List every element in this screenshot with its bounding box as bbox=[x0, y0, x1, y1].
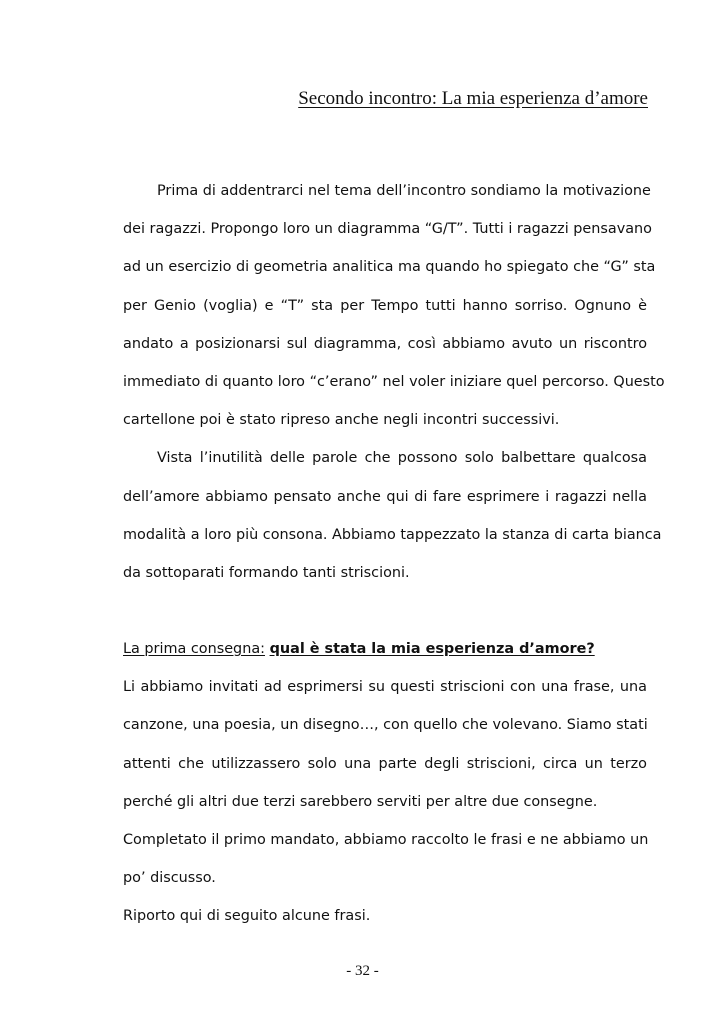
text-line: per Genio (voglia) e “T” sta per Tempo tutti hanno sorriso. Ognuno è bbox=[123, 297, 647, 314]
text-line: Vista l’inutilità delle parole che possono solo balbettare qualcosa bbox=[157, 450, 647, 467]
paragraph-first-task bbox=[123, 668, 647, 821]
text-line: ad un esercizio di geometria analitica ma quando ho spiegato che “G” sta bbox=[123, 259, 656, 276]
text-line: dell’amore abbiamo pensato anche qui di fare esprimere i ragazzi nella bbox=[123, 488, 647, 505]
text-line: dei ragazzi. Propongo loro un diagramma “G/T”. Tutti i ragazzi pensavano bbox=[123, 221, 652, 238]
text-line: modalità a loro più consona. Abbiamo tappezzato la stanza di carta bianca bbox=[123, 526, 662, 543]
text-line: canzone, una poesia, un disegno…, con quello che volevano. Siamo stati bbox=[123, 717, 648, 734]
text-line: po’ discusso. bbox=[123, 870, 216, 887]
text-line: Prima di addentrarci nel tema dell’incontro sondiamo la motivazione bbox=[157, 183, 651, 199]
page-number: - 32 - bbox=[346, 963, 379, 979]
page-title: Secondo incontro: La mia esperienza d’amore bbox=[298, 88, 648, 109]
text-line: andato a posizionarsi sul diagramma, così abbiamo avuto un riscontro bbox=[123, 335, 647, 352]
paragraph-motivation bbox=[123, 172, 665, 439]
section-heading bbox=[123, 630, 647, 668]
body-text-lower bbox=[123, 630, 647, 936]
text-line: Completato il primo mandato, abbiamo raccolto le frasi e ne abbiamo un bbox=[123, 832, 649, 849]
section-label: La prima consegna: bbox=[123, 641, 265, 657]
section-question: qual è stata la mia esperienza d’amore? bbox=[269, 641, 595, 657]
paragraph-love-activity bbox=[123, 439, 662, 592]
text-line: perché gli altri due terzi sarebbero serviti per altre due consegne. bbox=[123, 793, 598, 810]
paragraph-discussion bbox=[123, 821, 647, 897]
body-text-upper bbox=[123, 172, 665, 592]
text-line: Li abbiamo invitati ad esprimersi su questi striscioni con una frase, una bbox=[123, 679, 647, 696]
paragraph-report: Riporto qui di seguito alcune frasi. bbox=[123, 908, 371, 925]
text-line: da sottoparati formando tanti striscioni. bbox=[123, 565, 410, 582]
text-line: attenti che utilizzassero solo una parte degli striscioni, circa un terzo bbox=[123, 755, 647, 772]
text-line: immediato di quanto loro “c’erano” nel voler iniziare quel percorso. Questo bbox=[123, 374, 665, 391]
text-line: cartellone poi è stato ripreso anche negli incontri successivi. bbox=[123, 412, 560, 429]
